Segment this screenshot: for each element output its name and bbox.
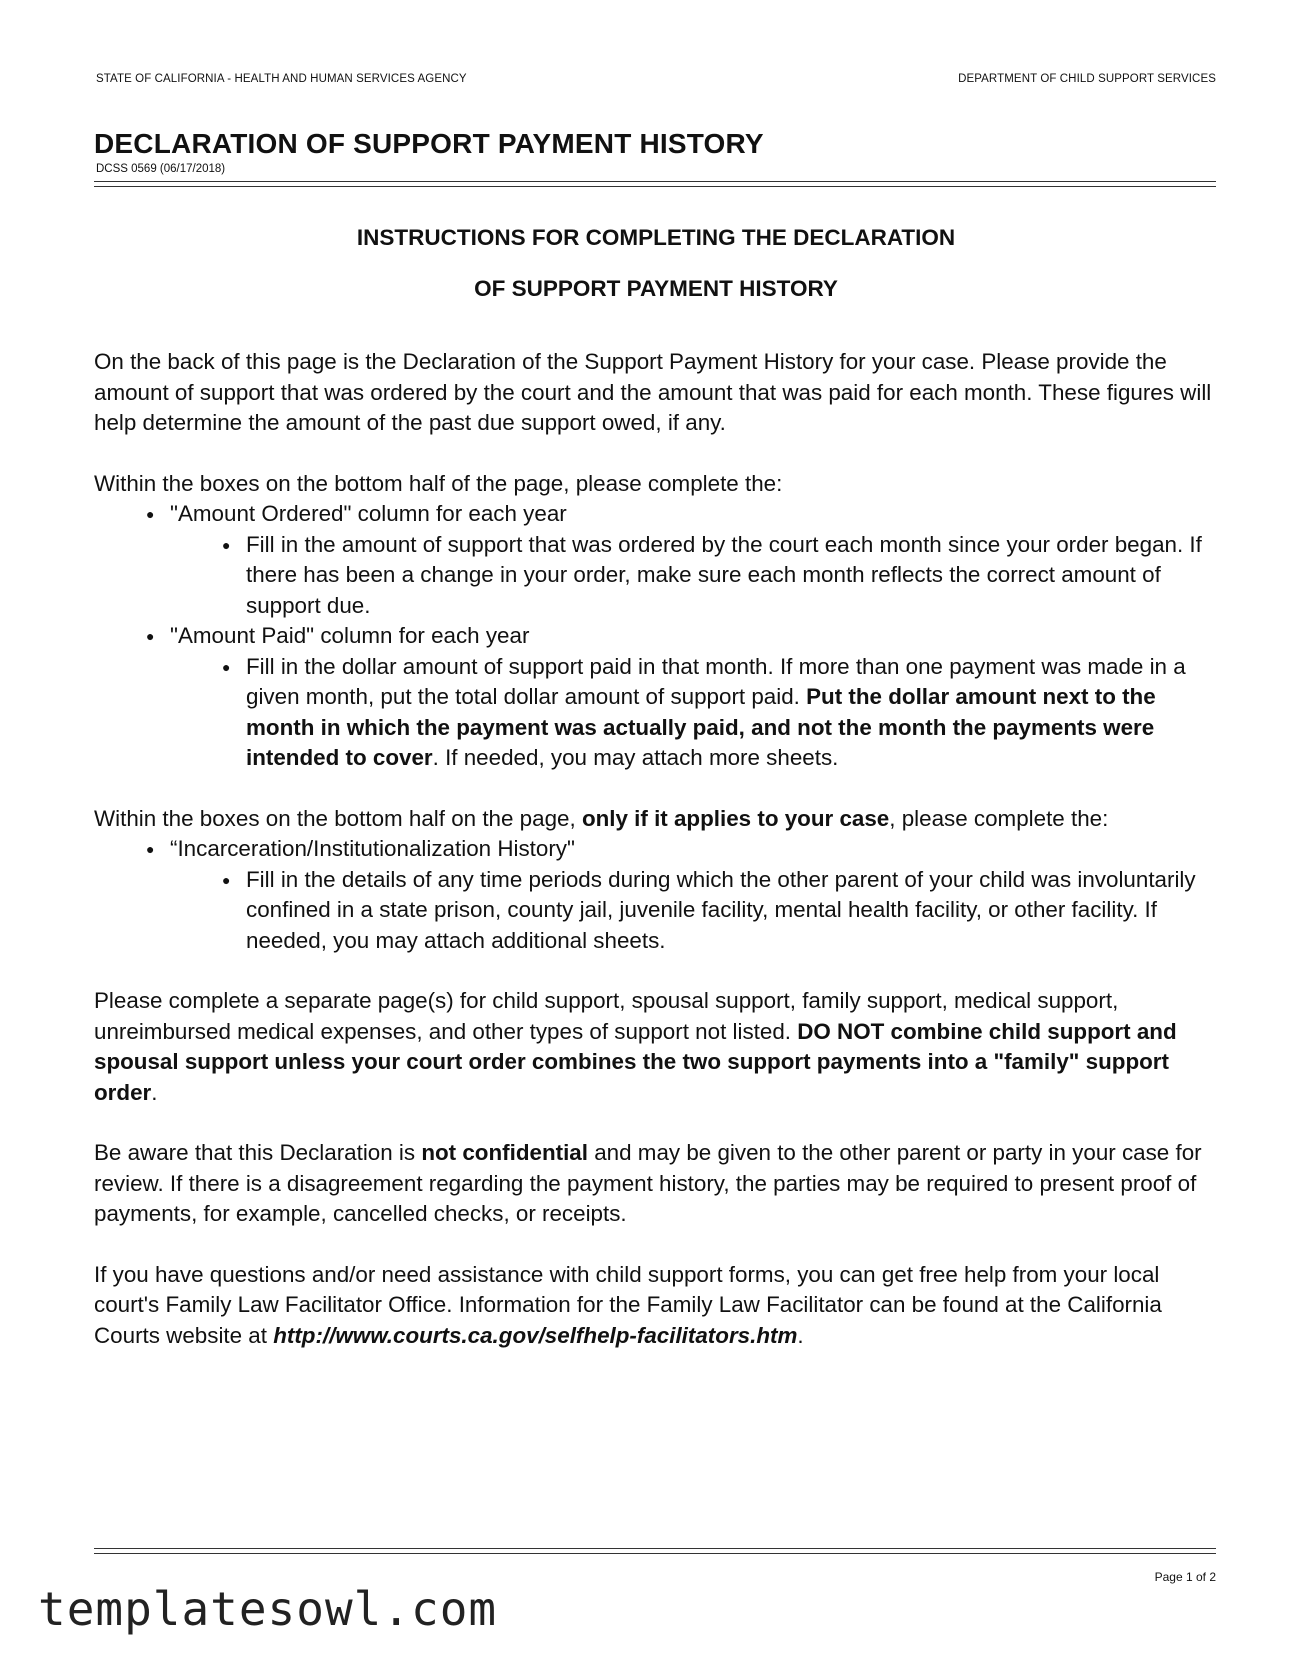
facilitators-link[interactable]: http://www.courts.ca.gov/selfhelp-facilitators.htm — [273, 1322, 798, 1348]
intro-paragraph: On the back of this page is the Declaration of the Support Payment History for your case. Please provide the amount of support that was ordered by the court and the amount that was paid for each month. These figures will help determine the amount of the past due support owed, if any. — [94, 349, 1212, 435]
separate-pages-paragraph: Please complete a separate page(s) for child support, spousal support, family support, medical support, unreimbursed medical expenses, and other types of support not listed. DO NOT combine child support and spousal support unless your court order combines the two support payments into a "family" support order. — [94, 988, 1177, 1105]
footer-rule-top — [94, 1548, 1216, 1549]
list-item: ● Fill in the amount of support that was ordered by the court each month since your order began. If there has been a change in your order, make sure each month reflects the correct amount of support due. — [222, 531, 1202, 618]
form-title: DECLARATION OF SUPPORT PAYMENT HISTORY — [94, 128, 764, 159]
list-item: ● "Amount Paid" column for each year — [94, 621, 1224, 652]
list-item: ● "Amount Ordered" column for each year — [94, 499, 1224, 530]
list-item: ● Fill in the dollar amount of support paid in that month. If more than one payment was made in a given month, put the total dollar amount of support paid. Put the dollar amount next to the month in which the payment was actually paid, and not the month the payments were intended to cover. If needed, you may attach more sheets. — [222, 653, 1186, 770]
instructions-heading-line2: OF SUPPORT PAYMENT HISTORY — [474, 276, 838, 301]
bullet-icon: ● — [222, 536, 231, 553]
optional-columns-list — [94, 834, 1224, 956]
not-confidential-paragraph: Be aware that this Declaration is not confidential and may be given to the other parent or party in your case for review. If there is a disagreement regarding the payment history, the parties may be required to present proof of payments, for example, cancelled checks, or receipts. — [94, 1140, 1202, 1226]
within-boxes-paragraph: Within the boxes on the bottom half of the page, please complete the: — [94, 470, 783, 496]
list-item: ● “Incarceration/Institutionalization History" — [94, 834, 1224, 865]
required-columns-list — [94, 499, 1224, 774]
bullet-icon: ● — [146, 506, 155, 522]
bullet-icon: ● — [146, 841, 155, 857]
page-number: Page 1 of 2 — [1154, 1570, 1216, 1584]
header-rule-top — [94, 181, 1216, 182]
help-paragraph: If you have questions and/or need assistance with child support forms, you can get free help from your local court's Family Law Facilitator Office. Information for the Family Law Facilitator can be found at the California Courts website at http://www.courts.ca.gov/selfhelp-facilitators.htm. — [94, 1261, 1162, 1348]
footer-rule-bottom — [94, 1553, 1216, 1554]
header-rule-bottom — [94, 186, 1216, 187]
bullet-icon: ● — [222, 658, 231, 675]
instructions-body — [94, 347, 1224, 1381]
optional-boxes-paragraph: Within the boxes on the bottom half on the page, only if it applies to your case, please complete the: — [94, 805, 1109, 831]
department-label: DEPARTMENT OF CHILD SUPPORT SERVICES — [958, 73, 1216, 85]
bullet-icon: ● — [222, 871, 231, 888]
agency-label: STATE OF CALIFORNIA - HEALTH AND HUMAN SERVICES AGENCY — [96, 73, 467, 85]
list-item: ● Fill in the details of any time periods during which the other parent of your child was involuntarily confined in a state prison, county jail, juvenile facility, mental health facility, or other facility. If needed, you may attach additional sheets. — [222, 866, 1196, 953]
bullet-icon: ● — [146, 628, 155, 644]
form-code: DCSS 0569 (06/17/2018) — [96, 163, 226, 175]
instructions-heading-line1: INSTRUCTIONS FOR COMPLETING THE DECLARATION — [356, 225, 956, 250]
watermark: templatesowl.com — [38, 1582, 498, 1636]
